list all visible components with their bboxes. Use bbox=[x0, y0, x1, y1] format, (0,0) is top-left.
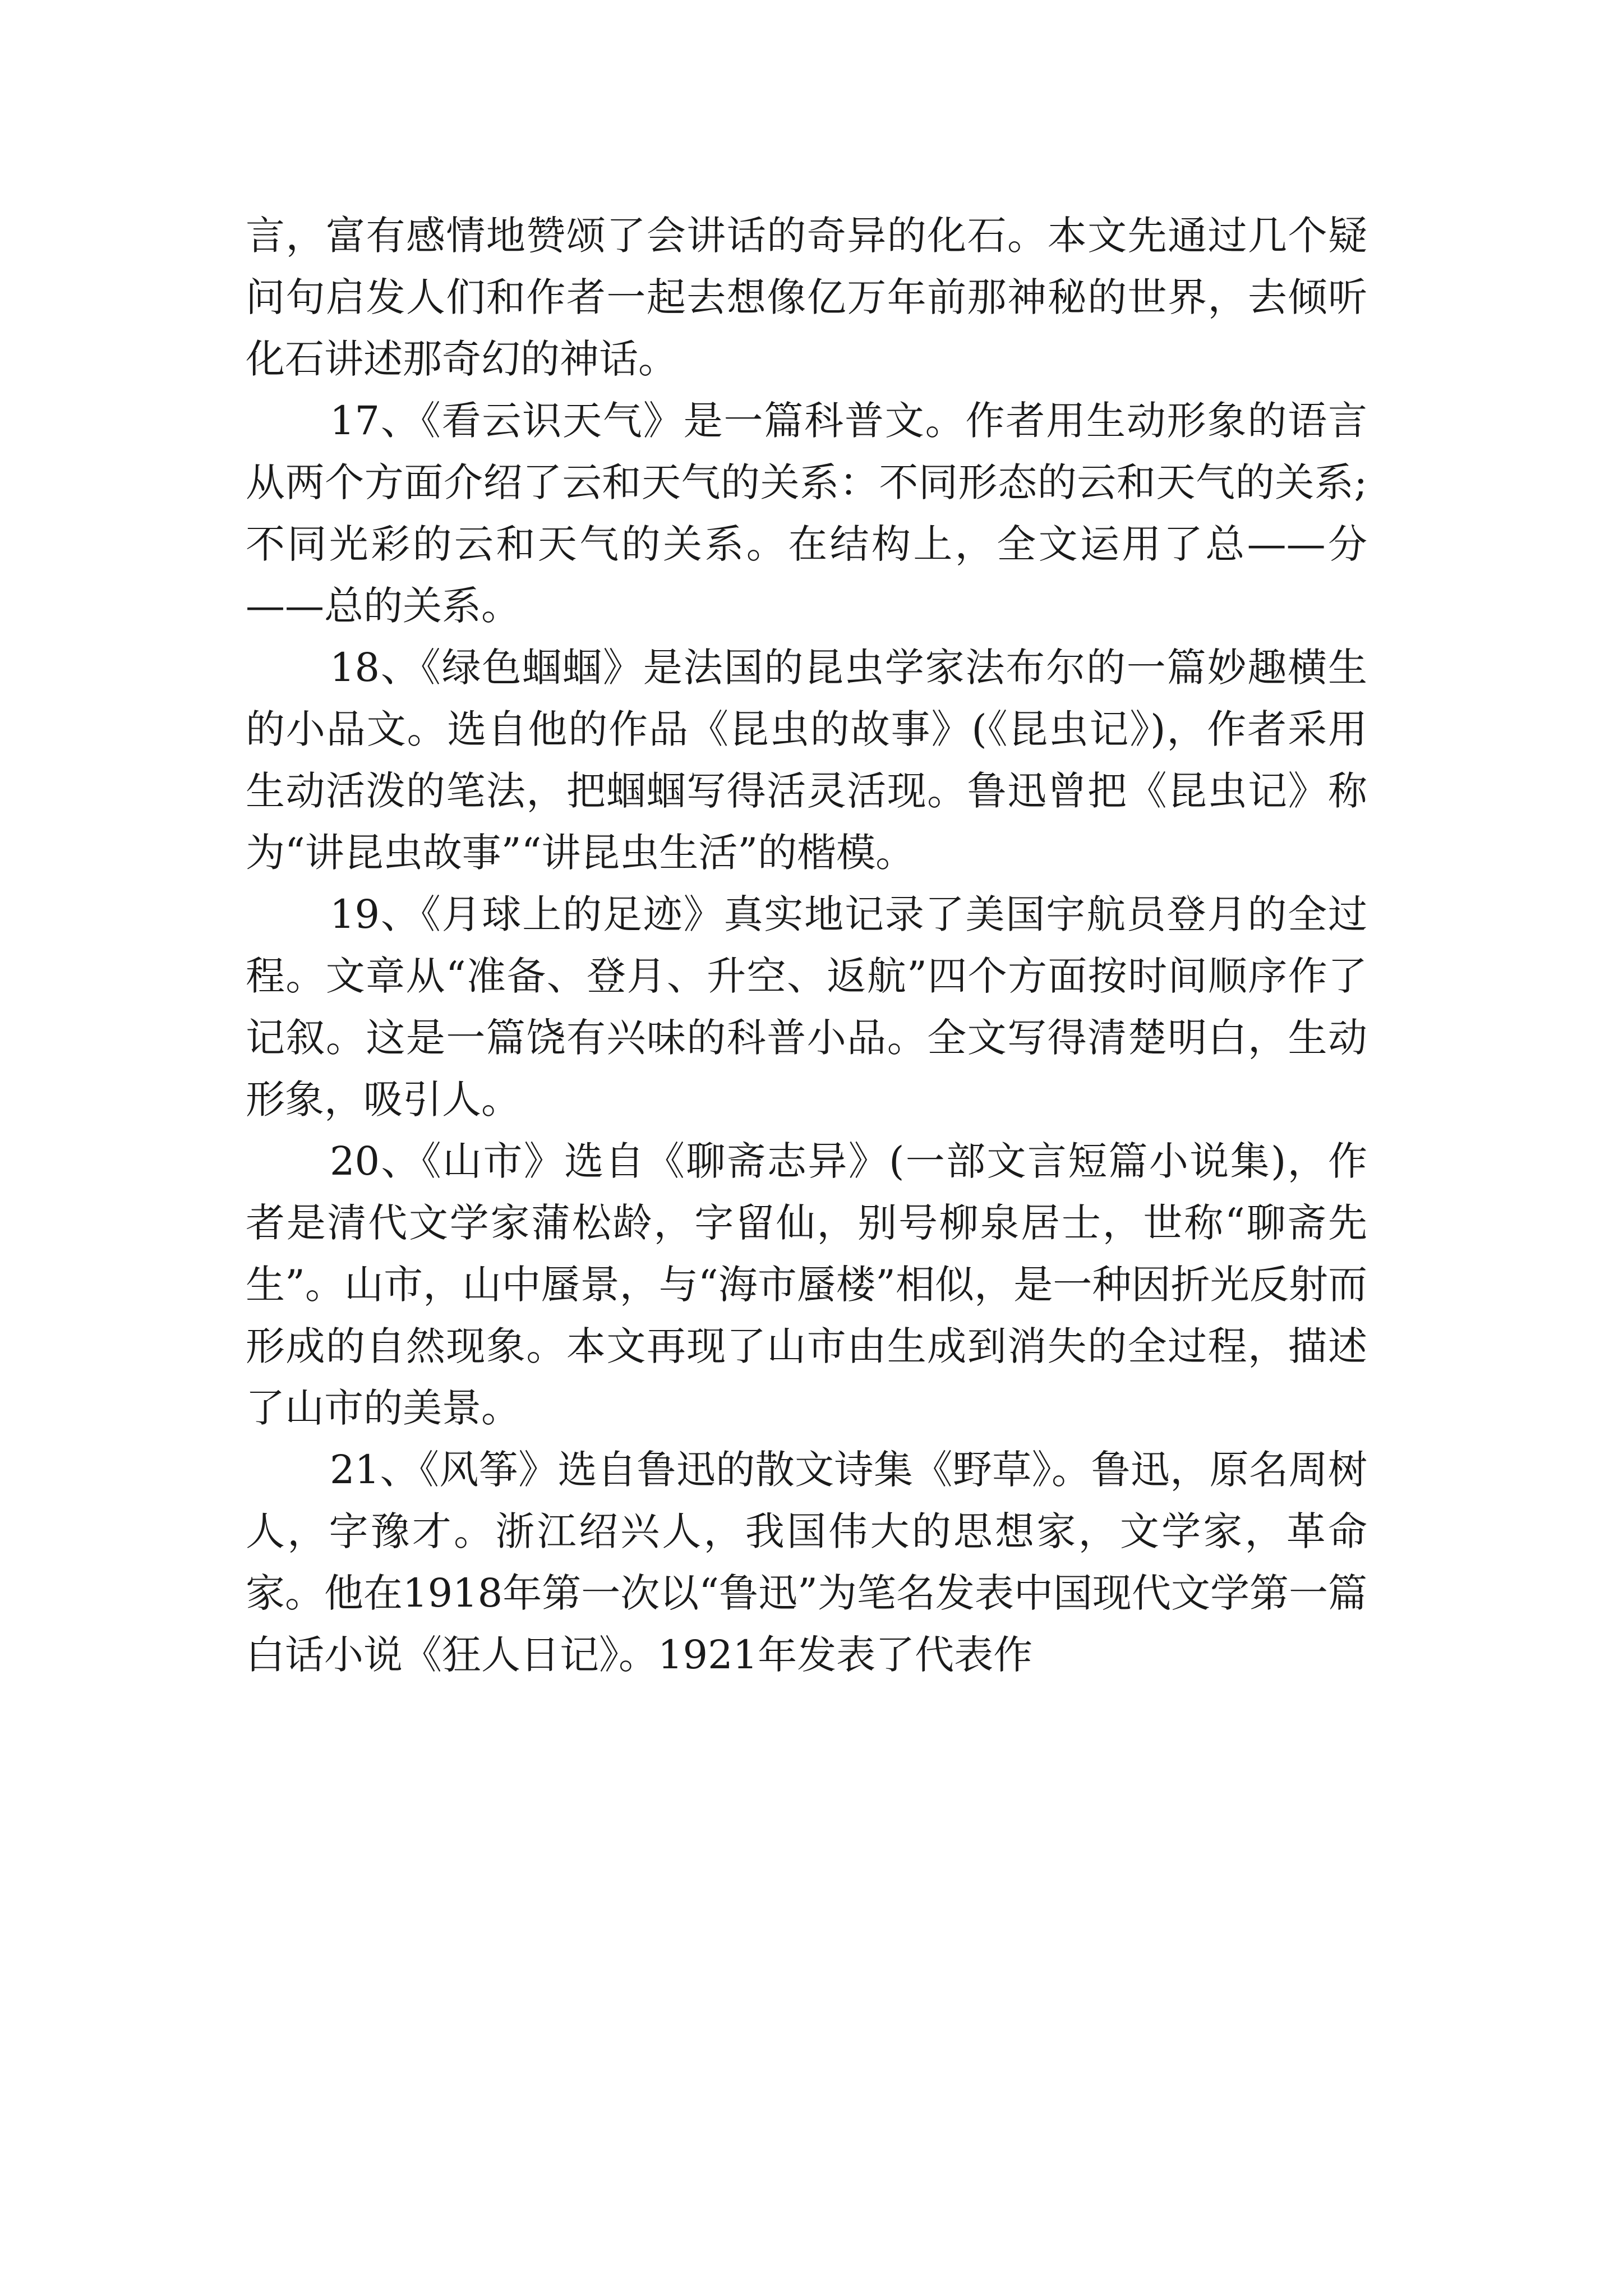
paragraph-continuation: 言，富有感情地赞颂了会讲话的奇异的化石。本文先通过几个疑问句启发人们和作者一起去想像亿万年前那神秘的世界，去倾听化石讲述那奇幻的神话。 bbox=[246, 213, 1367, 382]
paragraph-21: 21、《风筝》选自鲁迅的散文诗集《野草》。鲁迅，原名周树人，字豫才。浙江绍兴人，我国伟大的思想家，文学家，革命家。他在1918年第一次以“鲁迅”为笔名发表中国现代文学第一篇白话小说《狂人日记》。1921年发表了代表作 bbox=[246, 1447, 1367, 1678]
paragraph-17: 17、《看云识天气》是一篇科普文。作者用生动形象的语言从两个方面介绍了云和天气的关系：不同形态的云和天气的关系;不同光彩的云和天气的关系。在结构上，全文运用了总——分——总的关系。 bbox=[246, 398, 1367, 629]
paragraph-20: 20、《山市》选自《聊斋志异》(一部文言短篇小说集)，作者是清代文学家蒲松龄，字留仙，别号柳泉居士，世称“聊斋先生”。山市，山中蜃景，与“海市蜃楼”相似，是一种因折光反射而形成的自然现象。本文再现了山市由生成到消失的全过程，描述了山市的美景。 bbox=[246, 1138, 1367, 1431]
paragraph-18: 18、《绿色蝈蝈》是法国的昆虫学家法布尔的一篇妙趣横生的小品文。选自他的作品《昆虫的故事》(《昆虫记》)，作者采用生动活泼的笔法，把蝈蝈写得活灵活现。鲁迅曾把《昆虫记》称为“讲昆虫故事”“讲昆虫生活”的楷模。 bbox=[246, 645, 1367, 876]
document-page bbox=[246, 205, 1367, 1686]
paragraph-19: 19、《月球上的足迹》真实地记录了美国宇航员登月的全过程。文章从“准备、登月、升空、返航”四个方面按时间顺序作了记叙。这是一篇饶有兴味的科普小品。全文写得清楚明白，生动形象，吸引人。 bbox=[246, 891, 1367, 1122]
